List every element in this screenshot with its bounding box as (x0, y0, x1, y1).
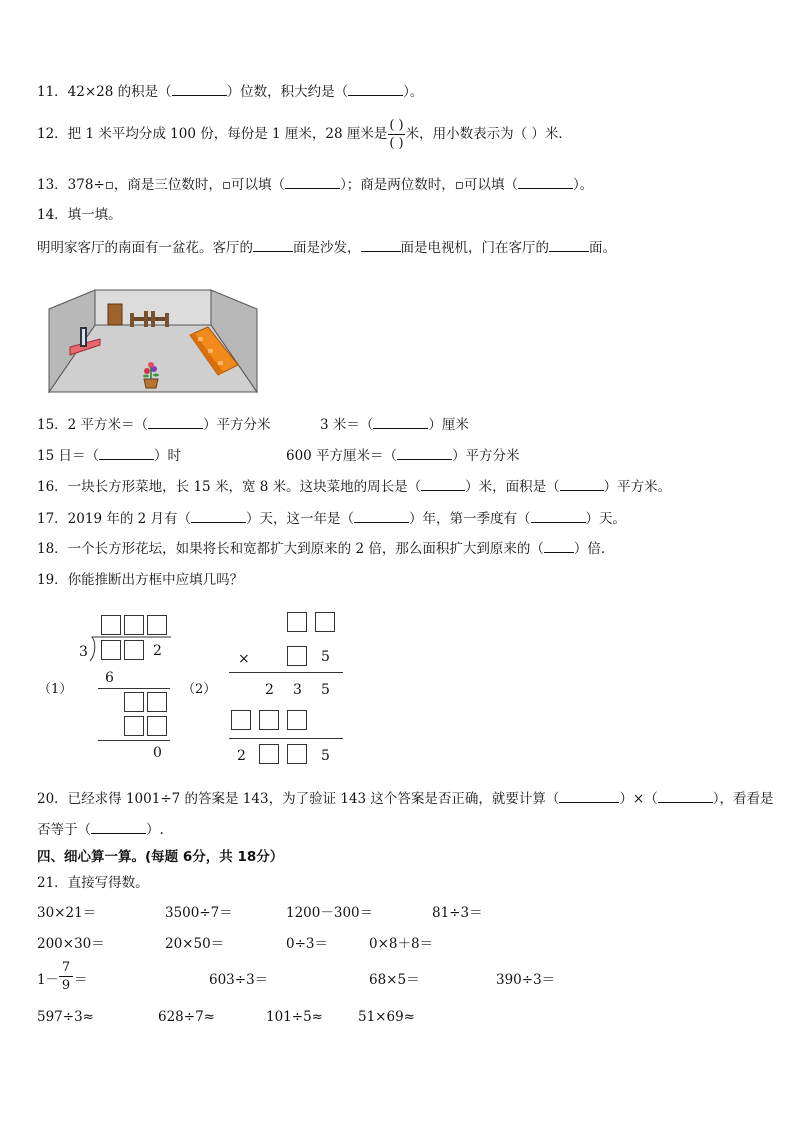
part-2-label: （2） (182, 682, 217, 697)
calc-item: 3500÷7＝ (165, 905, 233, 921)
digit-box[interactable] (287, 710, 307, 730)
calc-item: 81÷3＝ (432, 905, 483, 921)
digit-box[interactable] (287, 612, 307, 632)
multiplier-digit: 5 (321, 649, 330, 665)
calc-item: 603÷3＝ (209, 972, 269, 988)
question-15-line1b: 3 米＝（ ）厘米 (320, 417, 469, 433)
section-4-heading: 四、细心算一算。(每题 6分，共 18分） (37, 849, 284, 865)
calc-item: 68×5＝ (369, 972, 420, 988)
calc-item: 1200－300＝ (286, 905, 374, 921)
answer-blank[interactable] (91, 821, 146, 834)
calc-item: 51×69≈ (358, 1009, 415, 1025)
living-room-illustration (48, 287, 258, 393)
result-digit: 2 (237, 748, 246, 764)
multiplication-line (229, 672, 343, 673)
fraction-blank[interactable]: $\frac{( )}{( )}$ (389, 118, 404, 151)
answer-blank[interactable] (421, 478, 465, 491)
calc-item: 0÷3＝ (286, 936, 328, 952)
digit-box[interactable] (124, 640, 144, 660)
question-20-cont: 否等于（ ）. (37, 822, 164, 838)
digit-box[interactable] (147, 692, 167, 712)
digit-box[interactable] (147, 716, 167, 736)
calc-equals: ＝ (74, 972, 88, 988)
digit-box[interactable] (124, 615, 144, 635)
digit-box[interactable] (101, 640, 121, 660)
calc-item: 628÷7≈ (158, 1009, 215, 1025)
answer-blank[interactable] (373, 416, 428, 429)
answer-blank[interactable] (253, 239, 293, 252)
answer-blank[interactable] (354, 510, 409, 523)
digit-box[interactable] (124, 692, 144, 712)
calc-item: 20×50＝ (165, 936, 225, 952)
digit-box[interactable] (124, 716, 144, 736)
answer-blank[interactable] (148, 416, 203, 429)
calc-item: 597÷3≈ (37, 1009, 94, 1025)
calc-item: 0×8＋8＝ (369, 936, 434, 952)
dividend-digit: 2 (153, 643, 162, 659)
digit-box[interactable] (259, 744, 279, 764)
answer-blank[interactable] (658, 790, 713, 803)
question-16: 16．一块长方形菜地，长 15 米，宽 8 米。这块菜地的周长是（ ）米，面积是（ ）平方米。 (37, 479, 672, 495)
answer-blank[interactable] (361, 239, 401, 252)
door-icon (108, 304, 122, 325)
question-17: 17．2019 年的 2 月有（ ）天，这一年是（ ）年，第一季度有（ ）天。 (37, 511, 626, 527)
answer-blank[interactable] (549, 239, 589, 252)
digit-box[interactable] (315, 612, 335, 632)
digit-box[interactable] (101, 615, 121, 635)
product-digit: 2 (265, 682, 274, 698)
answer-blank[interactable] (172, 83, 227, 96)
question-12: 12．把 1 米平均分成 100 份，每份是 1 厘米，28 厘米是 $\frac{( )}{( )}$ 米，用小数表示为（ ）米． (37, 118, 572, 151)
calc-fraction: 7 9 (59, 960, 73, 993)
part-1-label: （1） (38, 682, 73, 697)
question-19-title: 19．你能推断出方框中应填几吗？ (37, 572, 244, 588)
answer-blank[interactable] (531, 510, 586, 523)
remainder-digit: 0 (153, 745, 162, 761)
times-sign: × (238, 651, 250, 667)
answer-blank[interactable] (348, 83, 403, 96)
answer-blank[interactable] (397, 447, 452, 460)
calc-item: 30×21＝ (37, 905, 97, 921)
question-21-title: 21．直接写得数。 (37, 875, 149, 891)
divisor: 3 (79, 644, 88, 660)
question-18: 18．一个长方形花坛，如果将长和宽都扩大到原来的 2 倍，那么面积扩大到原来的（ ）倍． (37, 541, 615, 557)
question-14-title: 14．填一填。 (37, 207, 122, 223)
product-digit: 3 (293, 682, 302, 698)
answer-blank[interactable] (560, 478, 604, 491)
question-13: 13．378÷▫，商是三位数时，▫可以填（ ）；商是两位数时，▫可以填（ ）。 (37, 177, 594, 193)
calc-item: 101÷5≈ (266, 1009, 323, 1025)
digit-box[interactable] (287, 744, 307, 764)
answer-blank[interactable] (285, 176, 340, 189)
answer-blank[interactable] (99, 447, 154, 460)
question-14-text: 明明家客厅的南面有一盆花。客厅的 面是沙发， 面是电视机，门在客厅的 面。 (37, 240, 616, 256)
product-digit: 5 (321, 682, 330, 698)
result-digit: 5 (321, 748, 330, 764)
question-20: 20．已经求得 1001÷7 的答案是 143，为了验证 143 这个答案是否正确，就要计算（ ）×（ ），看看是 (37, 791, 774, 807)
digit-box[interactable] (147, 615, 167, 635)
answer-blank[interactable] (544, 540, 574, 553)
digit-box[interactable] (259, 710, 279, 730)
calc-item: 390÷3＝ (496, 972, 556, 988)
calc-prefix: 1－ (37, 972, 60, 988)
question-11: 11．42×28 的积是（ ）位数，积大约是（ ）。 (37, 84, 424, 100)
digit-box[interactable] (287, 646, 307, 666)
digit-box[interactable] (231, 710, 251, 730)
question-15-line1: 15．2 平方米＝（ ）平方分米 (37, 417, 271, 433)
answer-blank[interactable] (559, 790, 619, 803)
partial-digit: 6 (105, 670, 114, 686)
question-15-line2b: 600 平方厘米＝（ ）平方分米 (286, 448, 520, 464)
answer-blank[interactable] (518, 176, 573, 189)
question-15-line2: 15 日＝（ ）时 (37, 448, 181, 464)
division-line (98, 688, 170, 689)
multiplication-line (229, 738, 343, 739)
answer-blank[interactable] (191, 510, 246, 523)
division-line (98, 740, 170, 741)
calc-item: 200×30＝ (37, 936, 105, 952)
